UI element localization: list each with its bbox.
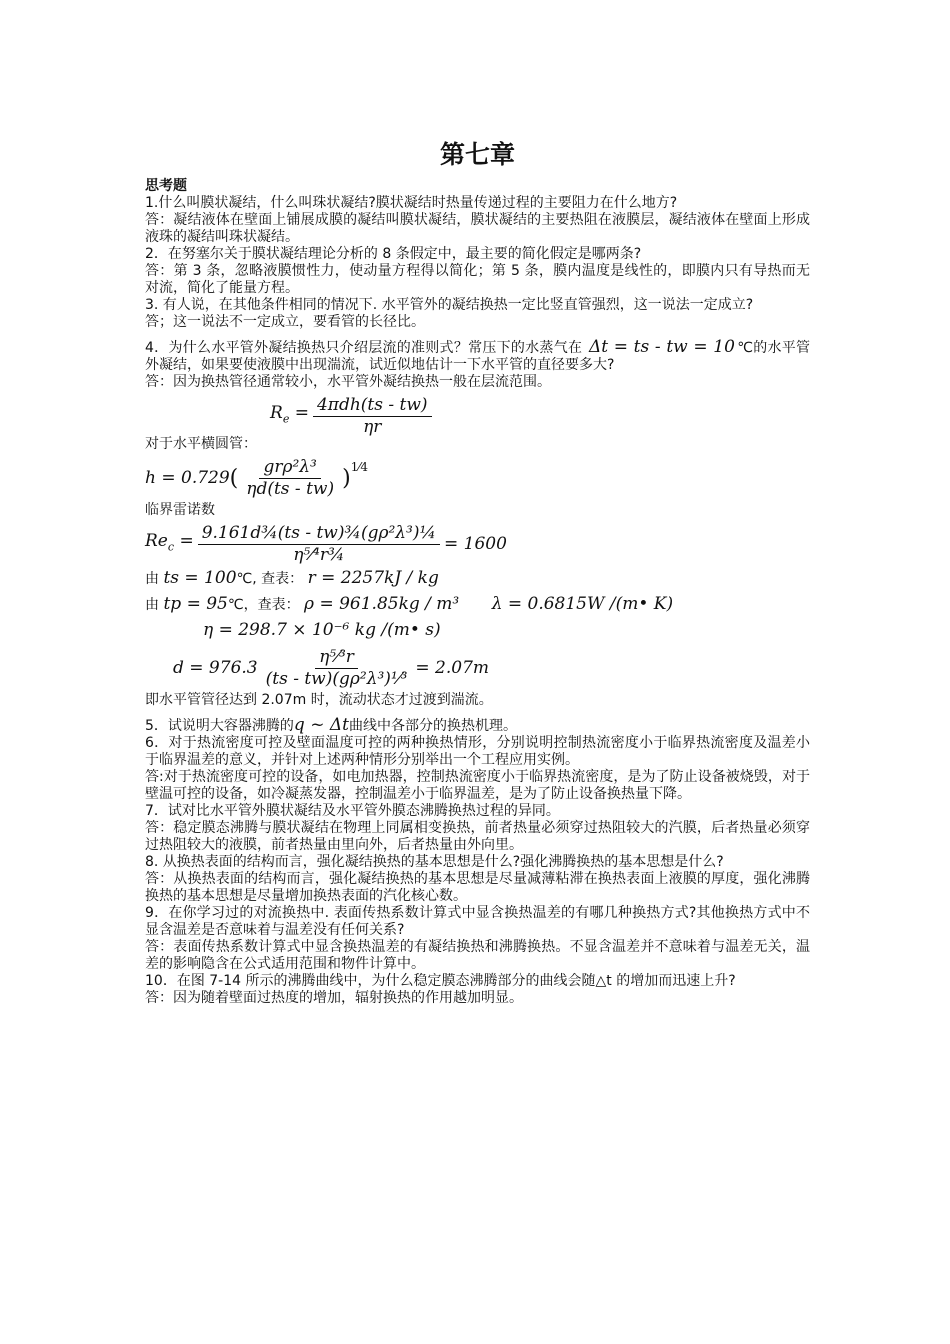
question-2: 2．在努塞尔关于膜状凝结理论分析的 8 条假定中，最主要的简化假定是哪两条? xyxy=(145,246,642,262)
answer-1: 答：凝结液体在壁面上铺展成膜的凝结叫膜状凝结，膜状凝结的主要热阻在液膜层，凝结液体在壁面上形成液珠的凝结叫珠状凝结。 xyxy=(145,212,810,245)
conclusion-4: 即水平管管径达到 2.07m 时，流动状态才过渡到湍流。 xyxy=(145,692,493,708)
question-4: 4．为什么水平管外凝结换热只介绍层流的准则式？常压下的水蒸气在 Δt = ts - tw = 10 ℃的水平管外凝结，如果要使液膜中出现湍流，试近似地估计一下水平管的直径要多大? xyxy=(145,337,811,373)
question-7: 7．试对比水平管外膜状凝结及水平管外膜态沸腾换热过程的异同。 xyxy=(145,803,560,819)
h-equation: h = 0.729 ( $\frac{\text{grρ²λ³}}{\eta d(ts - tw)}$ ) 1⁄4 xyxy=(145,457,368,499)
property-line-2: 由 tp = 95℃，查表： ρ = 961.85kg / m³ λ = 0.6815W /(m• K) xyxy=(145,594,674,614)
question-6: 6．对于热流密度可控及壁面温度可控的两种换热情形，分别说明控制热流密度小于临界热流密度及温差小于临界温差的意义，并针对上述两种情形分别举出一个工程应用实例。 xyxy=(145,735,810,768)
property-line-1: 由 ts = 100℃, 查表： r = 2257kJ / kg xyxy=(145,568,439,588)
reynolds-equation: $R_e$ = $\frac{\text{4πdh(ts - tw)}}{\eta r}$ xyxy=(270,397,810,436)
question-5: 5．试说明大容器沸腾的q ~ Δt曲线中各部分的换热机理。 xyxy=(145,715,517,735)
answer-9: 答：表面传热系数计算式中显含换热温差的有凝结换热和沸腾换热。不显含温差并不意味着与温差无关，温差的影响隐含在公式适用范围和物件计算中。 xyxy=(145,939,810,972)
diameter-equation: d = 976.3 $\frac{\text{η⁵⁄³r}}{\text{(ts - tw)(gρ²λ³)¹⁄³}}$ = 2.07m xyxy=(173,647,490,689)
question-3: 3. 有人说，在其他条件相同的情况下. 水平管外的凝结换热一定比竖直管强烈，这一说法一定成立? xyxy=(145,297,754,313)
answer-10: 答：因为随着壁面过热度的增加，辐射换热的作用越加明显。 xyxy=(145,990,523,1006)
label-critical-reynolds: 临界雷诺数 xyxy=(145,502,215,518)
answer-2: 答：第 3 条，忽略液膜惯性力，使动量方程得以简化；第 5 条，膜内温度是线性的，即膜内只有导热而无对流，简化了能量方程。 xyxy=(145,263,810,296)
answer-7: 答：稳定膜态沸腾与膜状凝结在物理上同属相变换热，前者热量必须穿过热阻较大的汽膜，后者热量必须穿过热阻较大的液膜，前者热量由里向外，后者热量由外向里。 xyxy=(145,820,810,853)
question-10: 10．在图 7-14 所示的沸腾曲线中，为什么稳定膜态沸腾部分的曲线会随△t 的增加而迅速上升? xyxy=(145,973,736,989)
question-8: 8. 从换热表面的结构而言，强化凝结换热的基本思想是什么?强化沸腾换热的基本思想是什么? xyxy=(145,854,724,870)
critical-reynolds-equation: $Re_c$ = $\frac{\text{9.161d¾(ts - tw)¾(gρ²λ³)¼}}{\text{η⁵⁄⁴r¾}}$ = 1600 xyxy=(145,523,507,565)
chapter-title: 第七章 xyxy=(439,140,515,169)
document-body xyxy=(145,140,810,1007)
answer-8: 答：从换热表面的结构而言，强化凝结换热的基本思想是尽量减薄粘滞在换热表面上液膜的厚度，强化沸腾换热的基本思想是尽量增加换热表面的汽化核心数。 xyxy=(145,871,810,904)
label-horizontal-tube: 对于水平横圆管： xyxy=(145,436,257,452)
answer-6: 答:对于热流密度可控的设备，如电加热器，控制热流密度小于临界热流密度，是为了防止设备被烧毁，对于壁温可控的设备，如冷凝蒸发器，控制温差小于临界温差，是为了防止设备换热量下降。 xyxy=(145,769,810,802)
section-heading: 思考题 xyxy=(145,178,187,194)
question-9: 9．在你学习过的对流换热中. 表面传热系数计算式中显含换热温差的有哪几种换热方式?其他换热方式中不显含温差是否意味着与温差没有任何关系? xyxy=(145,905,810,938)
answer-3: 答；这一说法不一定成立，要看管的长径比。 xyxy=(145,314,425,330)
eta-value: η = 298.7 × 10⁻⁶ kg /(m• s) xyxy=(203,620,441,640)
delta-t-equation: Δt = ts - tw = 10 xyxy=(588,337,735,357)
answer-4: 答：因为换热管径通常较小，水平管外凝结换热一般在层流范围。 xyxy=(145,374,551,390)
question-1: 1.什么叫膜状凝结，什么叫珠状凝结?膜状凝结时热量传递过程的主要阻力在什么地方? xyxy=(145,195,678,211)
